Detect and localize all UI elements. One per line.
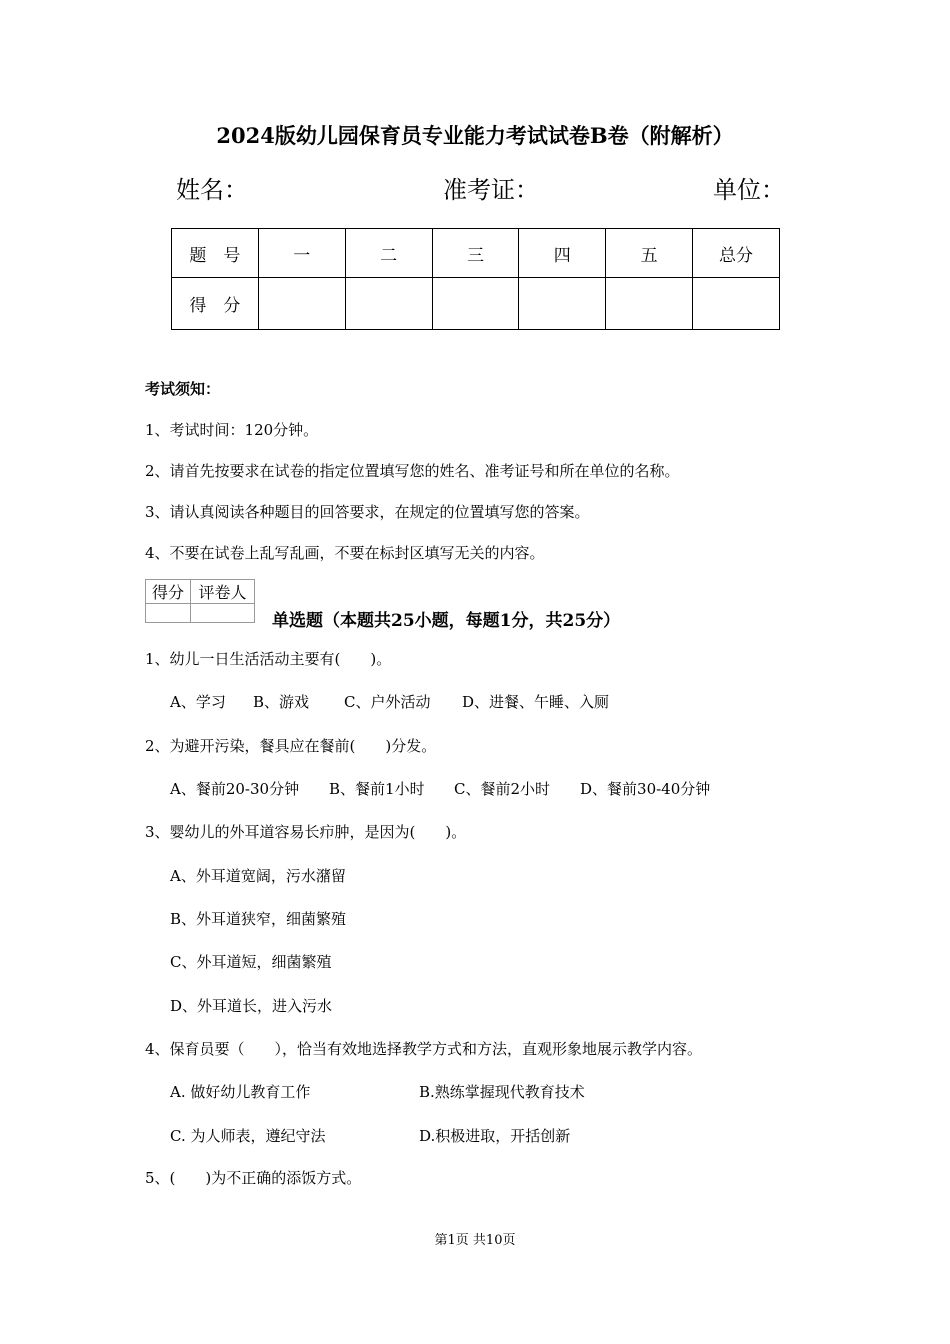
score-table-header-row xyxy=(172,229,780,278)
question-4-option-c[interactable]: C. 为人师表，遵纪守法 xyxy=(170,1127,326,1145)
question-3-stem: 3、婴幼儿的外耳道容易长疖肿，是因为( )。 xyxy=(145,823,467,841)
notice-item: 1、考试时间：120分钟。 xyxy=(145,421,319,439)
exam-number-field-label: 准考证： xyxy=(443,176,539,204)
score-header-part-3: 三 xyxy=(432,229,519,278)
score-cell-part-4[interactable] xyxy=(519,278,606,330)
name-field-label: 姓名： xyxy=(176,176,248,204)
score-cell-part-1[interactable] xyxy=(258,278,345,330)
question-3-option-a[interactable]: A、外耳道宽阔，污水潴留 xyxy=(170,867,346,885)
grader-box-score-label: 得分 xyxy=(146,580,191,604)
question-4-option-a[interactable]: A. 做好幼儿教育工作 xyxy=(170,1083,311,1101)
question-5-stem: 5、( )为不正确的添饭方式。 xyxy=(145,1169,362,1187)
question-2-option-b[interactable]: B、餐前1小时 xyxy=(329,780,425,798)
question-2-option-d[interactable]: D、餐前30-40分钟 xyxy=(580,780,711,798)
question-3-option-d[interactable]: D、外耳道长，进入污水 xyxy=(170,997,333,1015)
score-header-part-5: 五 xyxy=(606,229,693,278)
grader-box-grader-label: 评卷人 xyxy=(191,580,255,604)
question-4-stem: 4、保育员要（ ），恰当有效地选择教学方式和方法，直观形象地展示教学内容。 xyxy=(145,1040,703,1058)
grader-box-score-cell[interactable] xyxy=(146,604,191,623)
question-1-option-c[interactable]: C、户外活动 xyxy=(344,693,431,711)
question-3-option-c[interactable]: C、外耳道短，细菌繁殖 xyxy=(170,953,332,971)
score-cell-part-5[interactable] xyxy=(606,278,693,330)
page-title: 2024版幼儿园保育员专业能力考试试卷B卷（附解析） xyxy=(216,123,734,148)
question-1-option-a[interactable]: A、学习 xyxy=(170,693,226,711)
score-header-label: 题 号 xyxy=(172,229,259,278)
score-cell-part-3[interactable] xyxy=(432,278,519,330)
score-table xyxy=(171,228,780,330)
page-footer: 第1页 共10页 xyxy=(434,1233,516,1248)
score-table-score-row xyxy=(172,278,780,330)
notice-item: 2、请首先按要求在试卷的指定位置填写您的姓名、准考证号和所在单位的名称。 xyxy=(145,462,680,480)
section-title: 单选题（本题共25小题，每题1分，共25分） xyxy=(272,611,621,631)
score-header-part-2: 二 xyxy=(345,229,432,278)
question-4-option-d[interactable]: D.积极进取，开括创新 xyxy=(419,1127,571,1145)
grader-box-grader-cell[interactable] xyxy=(191,604,255,623)
unit-field-label: 单位： xyxy=(713,176,785,204)
question-3-option-b[interactable]: B、外耳道狭窄，细菌繁殖 xyxy=(170,910,347,928)
question-2-option-c[interactable]: C、餐前2小时 xyxy=(454,780,551,798)
question-1-stem: 1、幼儿一日生活活动主要有( )。 xyxy=(145,650,392,668)
question-1-option-b[interactable]: B、游戏 xyxy=(253,693,310,711)
score-header-part-1: 一 xyxy=(258,229,345,278)
question-2-stem: 2、为避开污染，餐具应在餐前( )分发。 xyxy=(145,737,437,755)
question-1-option-d[interactable]: D、进餐、午睡、入厕 xyxy=(462,693,610,711)
score-cell-part-2[interactable] xyxy=(345,278,432,330)
notice-item: 3、请认真阅读各种题目的回答要求，在规定的位置填写您的答案。 xyxy=(145,503,590,521)
grader-box xyxy=(145,579,255,623)
question-2-option-a[interactable]: A、餐前20-30分钟 xyxy=(170,780,300,798)
score-cell-total[interactable] xyxy=(693,278,780,330)
score-header-total: 总分 xyxy=(693,229,780,278)
notice-heading: 考试须知： xyxy=(145,380,221,398)
score-header-part-4: 四 xyxy=(519,229,606,278)
question-4-option-b[interactable]: B.熟练掌握现代教育技术 xyxy=(419,1083,585,1101)
score-row-label: 得 分 xyxy=(172,278,259,330)
notice-item: 4、不要在试卷上乱写乱画，不要在标封区填写无关的内容。 xyxy=(145,544,545,562)
